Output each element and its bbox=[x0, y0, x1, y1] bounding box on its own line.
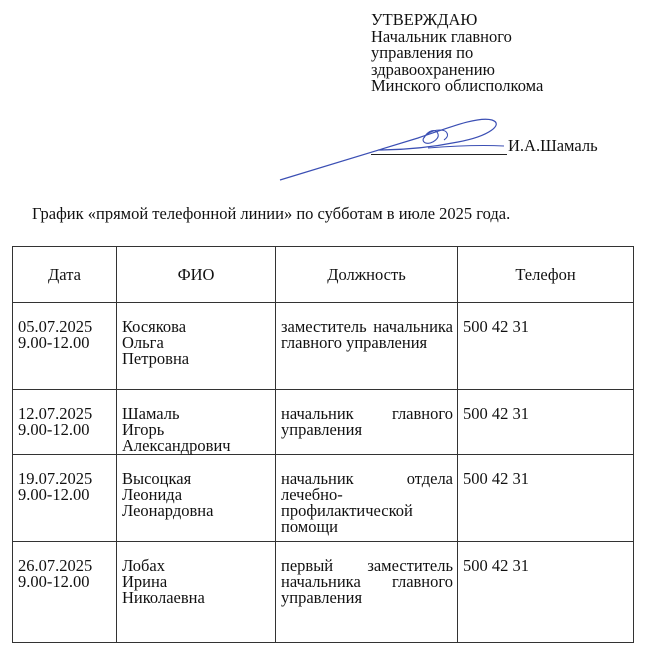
approval-line: Минского облисполкома bbox=[371, 76, 544, 95]
approval-heading: УТВЕРЖДАЮ bbox=[371, 10, 478, 29]
header-position: Должность bbox=[276, 247, 458, 303]
cell-name: Лобах Ирина Николаевна bbox=[117, 542, 276, 643]
cell-name: Косякова Ольга Петровна bbox=[117, 303, 276, 390]
table-row bbox=[13, 455, 634, 542]
cell-date: 26.07.2025 9.00-12.00 bbox=[13, 542, 117, 643]
cell-date: 12.07.2025 9.00-12.00 bbox=[13, 390, 117, 455]
header-name: ФИО bbox=[117, 247, 276, 303]
signatory-name: И.А.Шамаль bbox=[508, 136, 598, 155]
header-date: Дата bbox=[13, 247, 117, 303]
cell-name: Шамаль Игорь Александрович bbox=[117, 390, 276, 455]
cell-phone: 500 42 31 bbox=[458, 390, 634, 455]
cell-position: заместитель начальника главного управления bbox=[276, 303, 458, 390]
cell-name: Высоцкая Леонида Леонардовна bbox=[117, 455, 276, 542]
table-row bbox=[13, 303, 634, 390]
signature-row bbox=[371, 136, 621, 156]
cell-position: начальник главного управления bbox=[276, 390, 458, 455]
schedule-table bbox=[12, 246, 634, 643]
approval-line: управления по bbox=[371, 43, 474, 62]
document-title: График «прямой телефонной линии» по субботам в июле 2025 года. bbox=[32, 204, 511, 223]
cell-date: 19.07.2025 9.00-12.00 bbox=[13, 455, 117, 542]
table-row bbox=[13, 542, 634, 643]
table-row bbox=[13, 390, 634, 455]
cell-position: первый заместитель начальника главного управления bbox=[276, 542, 458, 643]
cell-phone: 500 42 31 bbox=[458, 303, 634, 390]
approval-block bbox=[371, 12, 543, 95]
header-phone: Телефон bbox=[458, 247, 634, 303]
approval-line: Начальник главного bbox=[371, 26, 512, 46]
table-header-row bbox=[13, 247, 634, 303]
cell-date: 05.07.2025 9.00-12.00 bbox=[13, 303, 117, 390]
signature-line bbox=[371, 154, 507, 155]
cell-position: начальник отдела лечебно-профилактической помощи bbox=[276, 455, 458, 542]
approval-line: здравоохранению bbox=[371, 59, 495, 79]
cell-phone: 500 42 31 bbox=[458, 455, 634, 542]
cell-phone: 500 42 31 bbox=[458, 542, 634, 643]
